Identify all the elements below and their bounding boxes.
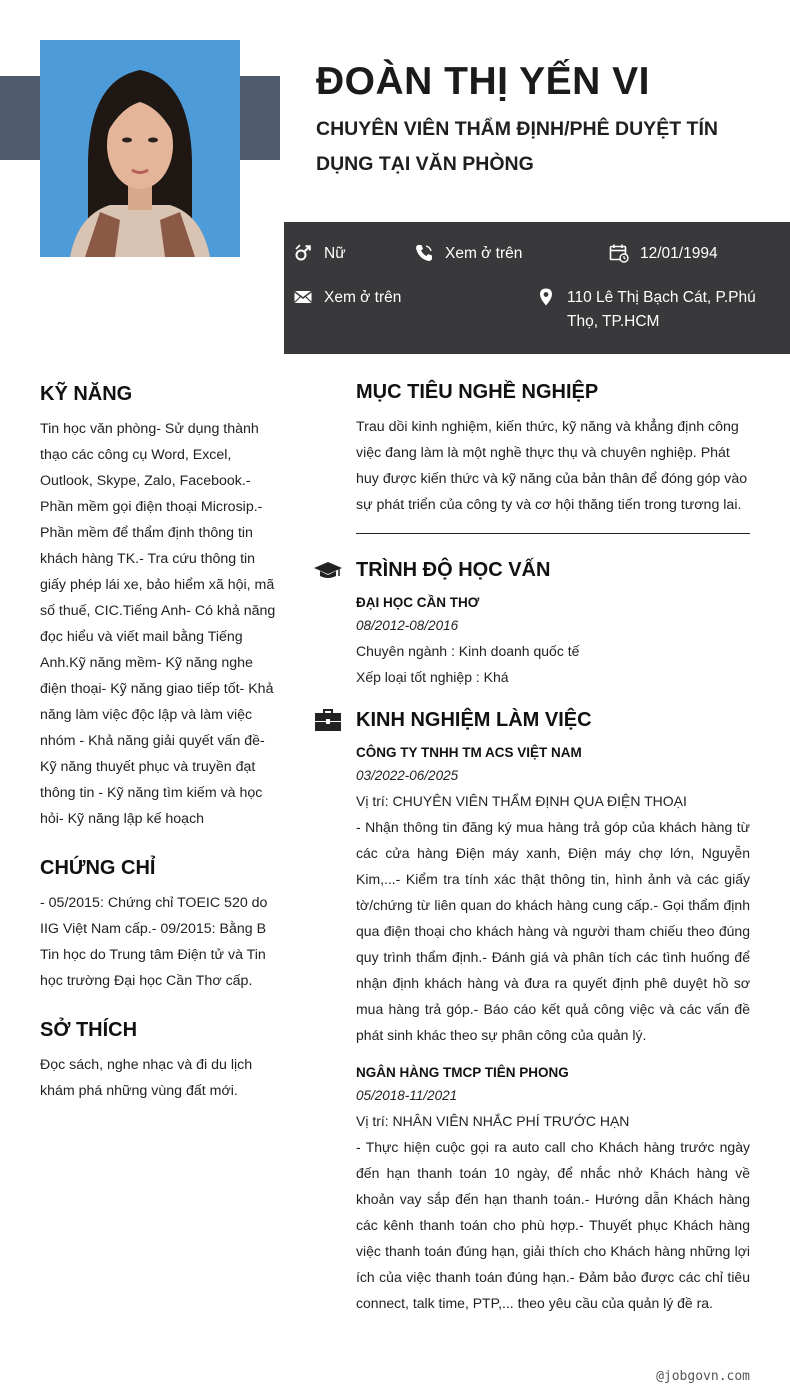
graduation-cap-icon	[314, 558, 342, 582]
profile-photo	[40, 40, 240, 257]
skills-section	[40, 380, 278, 832]
watermark-text: @jobgovn.com	[656, 1369, 750, 1384]
calendar-icon	[609, 243, 629, 263]
contact-info-box	[284, 222, 790, 354]
location-pin-icon	[536, 287, 556, 307]
education-school: ĐẠI HỌC CẦN THƠ	[356, 595, 480, 610]
birthdate-item	[609, 242, 718, 266]
objective-section	[356, 378, 750, 518]
job-description: - Nhận thông tin đăng ký mua hàng trả góp của khách hàng từ các cửa hàng Điện máy xanh, Điện máy chợ lớn, Nguyễn Kim,...- Kiểm tra tính xác thật thông tin, hình ảnh và các giấy tờ/chứng từ liên quan do khách hàng cung cấp.- Gọi thẩm định qua điện thoại cho khách hàng và người tham chiếu theo đúng quy trình thẩm định.- Đánh giá và phân tích các tình huống để nhận định khách hàng và đưa ra quyết định phê duyệt hồ sơ mua hàng trả góp.- Báo cáo kết quả công việc và các vấn đề phát sinh khác theo sự phân công của quản lý.	[356, 819, 750, 1043]
education-section	[356, 556, 750, 690]
gender-value: Nữ	[324, 245, 346, 262]
hobbies-title: SỞ THÍCH	[40, 1019, 138, 1041]
job-company: NGÂN HÀNG TMCP TIÊN PHONG	[356, 1065, 569, 1080]
hobbies-section	[40, 1016, 278, 1104]
phone-icon	[414, 243, 434, 263]
certificates-title: CHỨNG CHỈ	[40, 857, 156, 879]
section-divider	[356, 533, 750, 534]
job-entry	[356, 1062, 750, 1316]
spacer	[356, 690, 750, 706]
certificates-text: - 05/2015: Chứng chỉ TOEIC 520 do IIG Việt Nam cấp.- 09/2015: Bằng B Tin học do Trung tâm Điện tử và Tin học trường Đại học Cần Thơ cấp.	[40, 895, 268, 989]
certificates-section	[40, 854, 278, 994]
education-grade: Xếp loại tốt nghiệp : Khá	[356, 669, 509, 685]
job-description: - Thực hiện cuộc gọi ra auto call cho Khách hàng trước ngày đến hạn thanh toán 10 ngày, để nhắc nhở Khách hàng về khoản vay sắp đến hạn thanh toán.- Hướng dẫn Khách hàng các kênh thanh toán cho phù hợp.- Thuyết phục Khách hàng việc thanh toán đúng hạn, giải thích cho Khách hàng những lợi ích của việc thanh toán đúng hạn.- Đảm bảo được các chỉ tiêu connect, talk time, PTP,... theo yêu cầu của quản lý đề ra.	[356, 1139, 750, 1311]
email-icon	[293, 287, 313, 307]
job-company: CÔNG TY TNHH TM ACS VIỆT NAM	[356, 745, 582, 760]
education-major: Chuyên ngành : Kinh doanh quốc tế	[356, 643, 580, 659]
portrait-image	[40, 40, 240, 257]
education-period: 08/2012-08/2016	[356, 618, 459, 633]
gender-icon	[293, 243, 313, 263]
job-title: CHUYÊN VIÊN THẨM ĐỊNH/PHÊ DUYỆT TÍN DỤNG TẠI VĂN PHÒNG	[316, 118, 718, 175]
right-column	[356, 378, 750, 1316]
candidate-name: ĐOÀN THỊ YẾN VI	[316, 60, 650, 103]
skills-title: KỸ NĂNG	[40, 383, 133, 405]
email-value: Xem ở trên	[324, 289, 402, 306]
objective-text: Trau dồi kinh nghiệm, kiến thức, kỹ năng và khẳng định công việc đang làm là một nghề thực thụ và chuyên nghiệp. Phát huy được kiến thức và kỹ năng của bản thân để đóng góp vào sự phát triển của công ty và cơ hội thăng tiến trong tương lai.	[356, 419, 748, 513]
experience-title: KINH NGHIỆM LÀM VIỆC	[356, 709, 592, 731]
job-entry	[356, 742, 750, 1048]
address-item	[536, 286, 776, 334]
phone-value: Xem ở trên	[445, 245, 523, 262]
job-position: Vị trí: CHUYÊN VIÊN THẨM ĐỊNH QUA ĐIỆN THOẠI	[356, 793, 687, 809]
spacer	[356, 1048, 750, 1060]
job-period: 05/2018-11/2021	[356, 1088, 458, 1103]
briefcase-icon	[314, 708, 342, 732]
job-position: Vị trí: NHÂN VIÊN NHẮC PHÍ TRƯỚC HẠN	[356, 1113, 630, 1129]
job-period: 03/2022-06/2025	[356, 768, 459, 783]
left-column	[40, 380, 278, 1126]
experience-section	[356, 706, 750, 1316]
address-value: 110 Lê Thị Bạch Cát, P.Phú Thọ, TP.HCM	[567, 289, 756, 330]
education-header	[356, 556, 750, 584]
hobbies-text: Đọc sách, nghe nhạc và đi du lịch khám phá những vùng đất mới.	[40, 1057, 253, 1099]
email-item	[293, 286, 401, 310]
phone-item	[414, 242, 522, 266]
skills-text: Tin học văn phòng- Sử dụng thành thạo các công cụ Word, Excel, Outlook, Skype, Zalo, Facebook.- Phần mềm gọi điện thoại Microsip.- Phần mềm để thẩm định thông tin khách hàng TK.- Tra cứu thông tin giấy phép lái xe, bảo hiểm xã hội, mã số thuế, CIC.Tiếng Anh- Có khả năng đọc hiểu và viết mail bằng Tiếng Anh.Kỹ năng mềm- Kỹ năng nghe điện thoại- Kỹ năng giao tiếp tốt- Khả năng làm việc độc lập và làm việc nhóm - Khả năng giải quyết vấn đề- Kỹ năng thuyết phục và truyền đạt thông tin - Kỹ năng tìm kiếm và học hỏi- Kỹ năng lập kế hoạch	[40, 421, 276, 827]
gender-item	[293, 242, 346, 266]
education-title: TRÌNH ĐỘ HỌC VẤN	[356, 559, 551, 581]
objective-title: MỤC TIÊU NGHỀ NGHIỆP	[356, 381, 599, 403]
experience-header	[356, 706, 750, 734]
birthdate-value: 12/01/1994	[640, 245, 718, 262]
